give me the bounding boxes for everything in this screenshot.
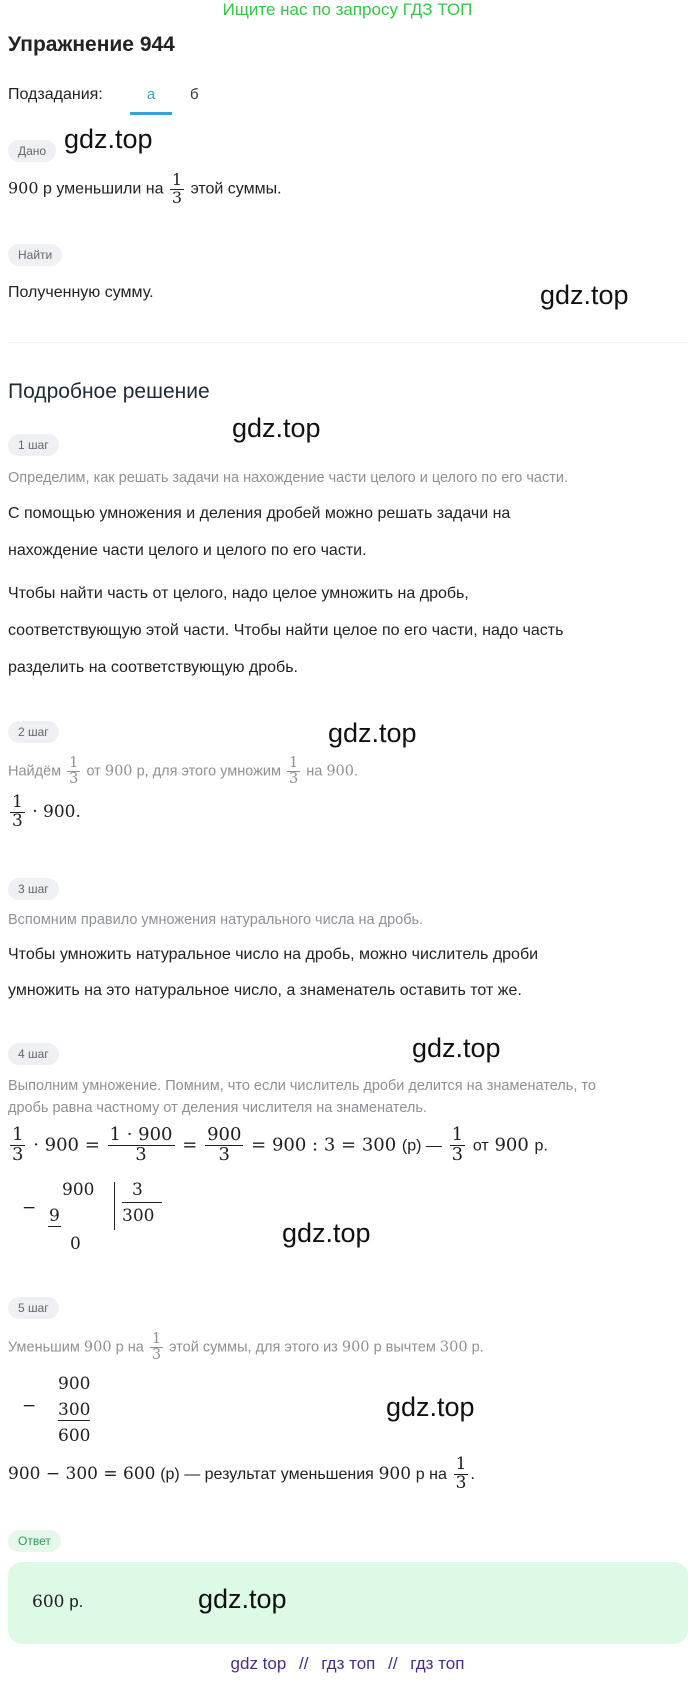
step1-p1-line1: С помощью умножения и деления дробей можно решать задачи на (8, 505, 511, 522)
answer-box (8, 1562, 688, 1644)
step3-line1: Чтобы умножить натуральное число на дробь, можно числитель дроби (8, 946, 539, 963)
tab-a[interactable]: а (146, 86, 156, 103)
footer-separator: // (388, 1654, 398, 1673)
watermark: gdz.top (198, 1584, 287, 1614)
watermark: gdz.top (412, 1033, 501, 1063)
step4-equation: $\frac{1}{3}$ · 900 = $\frac{1 \cdot 900}{3}$ = $\frac{900}{3}$ = 900 : 3 = 300 (р) — $\frac{1}{3}$ от 900 р. (12, 1124, 548, 1165)
watermark: gdz.top (282, 1218, 371, 1248)
page-title: Упражнение 944 (8, 33, 175, 56)
tab-active-underline (130, 112, 172, 115)
step4-hint-line1: Выполним умножение. Помним, что если числитель дроби делится на знаменатель, то (8, 1078, 596, 1094)
given-text (8, 172, 282, 207)
step4-pill: 4 шаг (8, 1043, 59, 1065)
watermark: gdz.top (328, 718, 417, 748)
step5-result: 900 − 300 = 600 (р) — результат уменьшения 900 р на $\frac{1}{3}$ . (8, 1454, 476, 1493)
given-amount: 900 (8, 178, 39, 198)
step1-p2-line3: разделить на соответствующую дробь. (8, 659, 298, 676)
step2-pill: 2 шаг (8, 721, 59, 743)
step1-p1-line2: нахождение части целого и целого по его части. (8, 542, 367, 559)
step1-hint: Определим, как решать задачи на нахождение части целого и целого по его части. (8, 470, 569, 486)
watermark: gdz.top (540, 280, 629, 310)
find-text: Полученную сумму. (8, 284, 154, 301)
footer-links (0, 1654, 695, 1674)
step1-pill: 1 шаг (8, 434, 59, 456)
long-division: − 900 9 0 3 300 (8, 1178, 168, 1260)
find-pill: Найти (8, 244, 62, 266)
footer-link-gdz-top-ru[interactable]: гдз топ (321, 1654, 376, 1673)
watermark: gdz.top (386, 1392, 475, 1422)
given-pill: Дано (8, 140, 56, 162)
given-text-after: этой суммы. (190, 180, 282, 198)
solution-title: Подробное решение (8, 380, 210, 403)
watermark: gdz.top (232, 413, 321, 443)
footer-link-gdz-top-ru-2[interactable]: гдз топ (410, 1654, 465, 1673)
answer-value: 600 р. (32, 1592, 84, 1612)
step2-hint: Найдём $\frac{1}{3}$ от 900 р, для этого умножим $\frac{1}{3}$ на 900. (8, 755, 359, 788)
section-divider (8, 342, 688, 343)
given-fraction: $\frac{1}{3}$ (171, 170, 183, 207)
search-banner: Ищите нас по запросу ГДЗ ТОП (222, 0, 473, 19)
step1-p2-line2: соответствующую этой части. Чтобы найти целое по его части, надо часть (8, 622, 564, 639)
footer-link-gdz-top[interactable]: gdz top (230, 1654, 287, 1673)
column-subtraction: − 900 300 600 (22, 1374, 91, 1446)
step4-hint-line2: дробь равна частному от деления числителя на знаменатель. (8, 1100, 427, 1116)
watermark: gdz.top (64, 124, 153, 154)
step3-pill: 3 шаг (8, 878, 59, 900)
step3-hint: Вспомним правило умножения натурального числа на дробь. (8, 912, 424, 928)
step5-pill: 5 шаг (8, 1297, 59, 1319)
step2-expression: $\frac{1}{3}$ · 900. (12, 792, 81, 831)
step1-p2-line1: Чтобы найти часть от целого, надо целое умножить на дробь, (8, 585, 469, 602)
step5-hint: Уменьшим 900 р на $\frac{1}{3}$ этой суммы, для этого из 900 р вычтем 300 р. (8, 1331, 484, 1364)
given-text-before: р уменьшили на (43, 180, 164, 198)
tab-b[interactable]: б (190, 86, 199, 103)
subtasks-label: Подзадания: (8, 86, 103, 103)
footer-separator: // (299, 1654, 309, 1673)
answer-pill: Ответ (8, 1530, 61, 1552)
step3-line2: умножить на это натуральное число, а знаменатель оставить тот же. (8, 982, 522, 999)
